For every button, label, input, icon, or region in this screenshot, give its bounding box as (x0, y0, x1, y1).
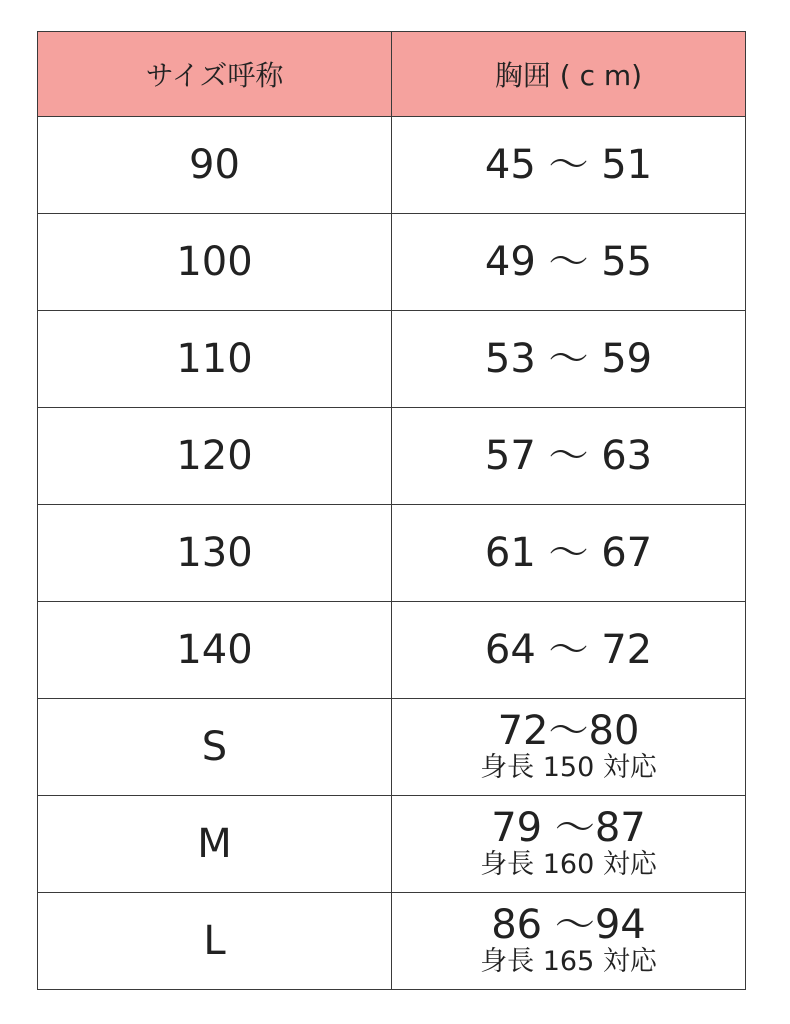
table-row (38, 699, 746, 796)
height-note: 身長 150 対応 (480, 752, 657, 783)
chest-cell (392, 408, 746, 505)
chest-cell (392, 699, 746, 796)
size-chart-table (37, 31, 746, 990)
chest-column-header: 胸囲 ( c m) (392, 32, 746, 117)
chest-cell (392, 214, 746, 311)
chest-range: 49 ～ 55 (484, 239, 653, 285)
size-cell: 140 (38, 602, 392, 699)
table-row (38, 214, 746, 311)
size-cell: S (38, 699, 392, 796)
size-cell: 130 (38, 505, 392, 602)
size-cell: 110 (38, 311, 392, 408)
size-cell: 120 (38, 408, 392, 505)
chest-range: 61 ～ 67 (484, 530, 653, 576)
table-row (38, 311, 746, 408)
chest-cell (392, 602, 746, 699)
chest-cell (392, 505, 746, 602)
size-cell: 100 (38, 214, 392, 311)
table-row (38, 408, 746, 505)
header-row (38, 32, 746, 117)
chest-cell (392, 117, 746, 214)
chest-range: 53 ～ 59 (484, 336, 653, 382)
chest-range: 57 ～ 63 (484, 433, 653, 479)
chest-range: 45 ～ 51 (484, 142, 653, 188)
chest-cell (392, 796, 746, 893)
height-note: 身長 160 対応 (480, 849, 657, 880)
chest-range: 72～80 (497, 708, 640, 754)
table-row (38, 505, 746, 602)
chest-range: 79 ～87 (491, 805, 646, 851)
table-row (38, 893, 746, 990)
chest-range: 86 ～94 (491, 902, 646, 948)
height-note: 身長 165 対応 (480, 946, 657, 977)
chest-cell (392, 311, 746, 408)
size-cell: 90 (38, 117, 392, 214)
size-column-header: サイズ呼称 (38, 32, 392, 117)
table-row (38, 602, 746, 699)
chest-range: 64 ～ 72 (484, 627, 653, 673)
size-cell: M (38, 796, 392, 893)
size-cell: L (38, 893, 392, 990)
chest-cell (392, 893, 746, 990)
table-row (38, 117, 746, 214)
table-row (38, 796, 746, 893)
